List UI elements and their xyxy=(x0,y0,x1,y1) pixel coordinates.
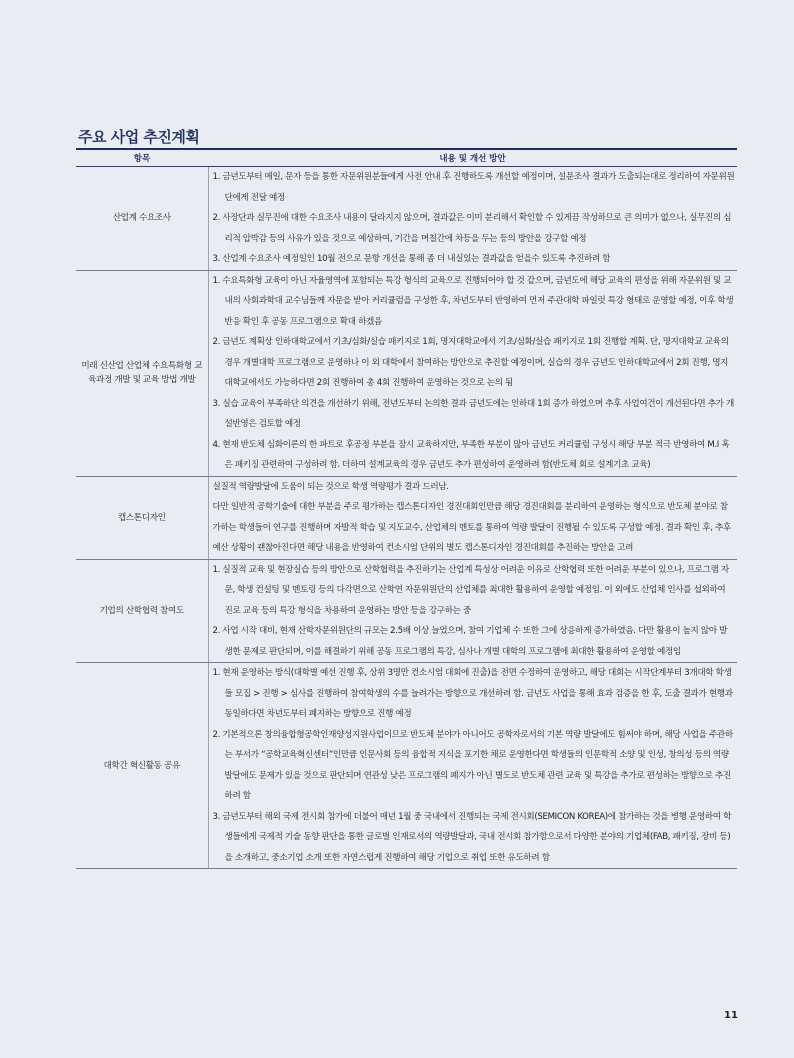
row-content xyxy=(208,167,737,271)
list-item: 2. 금년도 계획상 인하대학교에서 기초/심화/실습 패키지로 1회, 명지대학교에서 기초/심화/실습 패키지로 1회 진행할 계획. 단, 명지대학교 교육의 경우 개별대학 프로그램으로 운영하나 이 외 대학에서 참여하는 방안으로 추진할 예정이며, 실습의 경우 금년도 인하대학교에서 2회 진행, 명지대학교에서도 가능하다면 2회 진행하여 총 4회 진행하여 운영하는 것으로 논의 됨 xyxy=(212,337,729,388)
list-item: 1. 실질적 교육 및 현장실습 등의 방안으로 산학협력을 추진하기는 산업계 특성상 어려운 이유로 산학협력 또한 어려운 부분이 있으나, 프로그램 자문, 학생 컨설팅 및 멘토링 등의 다각면으로 산학연 자문위원단의 산업체를 최대한 활용하여 운영할 예정임. 이 외에도 산업체 인사를 섭외하여 진로 교육 등의 특강 형식을 차용하여 운영하는 방안 등을 강구하는 중 xyxy=(212,564,729,616)
list-item: 4. 현재 반도체 심화이론의 한 파트로 후공정 부분을 잠시 교육하지만, 부족한 부분이 많아 금년도 커리큘럼 구성시 해당 부분 적극 반영하여 M.I 혹은 패키징 관련하여 구성하려 함. 더하여 설계교육의 경우 금년도 추가 편성하여 운영하려 함(반도체 회로 설계기초 교육) xyxy=(212,439,730,470)
list-item: 1. 금년도부터 메일, 문자 등을 통한 자문위원분들에게 사전 안내 후 진행하도록 개선할 예정이며, 설문조사 결과가 도출되는대로 정리하여 자문위원단에게 전달 예정 xyxy=(212,172,735,203)
table-row xyxy=(76,476,737,559)
table-row xyxy=(76,270,737,476)
paragraph: 다만 일반적 공학기술에 대한 부분을 주로 평가하는 캡스톤디자인 경진대회인만큼 해당 경진대회를 분리하여 운영하는 형식으로 반도체 분야로 참가하는 학생들이 연구를 진행하며 자발적 학습 및 지도교수, 산업체의 멘토를 통하여 역량 발달이 진행될 수 있도록 구성할 예정. 결과 확인 후, 추후 예산 상황이 괜찮아진다면 해당 내용을 반영하여 컨소시엄 단위의 별도 캡스톤디자인 경진대회를 추진하는 방안을 고려 xyxy=(212,502,731,553)
list-item: 1. 현재 운영하는 방식(대학별 예선 진행 후, 상위 3명만 컨소시엄 대회에 진출)을 전면 수정하여 운영하고, 해당 대회는 시작단계부터 3개대학 학생들 모집 > 진행 > 심사를 진행하여 참여학생의 수를 늘려가는 방향으로 개선하려 함. 금년도 사업을 통해 효과 검증을 한 후, 도출 결과가 현행과 동일하다면 차년도부터 폐지하는 방향으로 진행 예정 xyxy=(212,668,733,719)
list-item: 3. 실습 교육이 부족하단 의견을 개선하기 위해, 전년도부터 논의한 결과 금년도에는 인하대 1회 증가 하였으며 추후 사업여건이 개선된다면 추가 개설반영은 검토할 예정 xyxy=(212,398,734,429)
section-title: 주요 사업 추진계획 xyxy=(78,128,200,146)
list-item: 2. 사업 시작 대비, 현재 산학자문위원단의 규모는 2.5배 이상 늘었으며, 참여 기업체 수 또한 그에 상응하게 증가하였음. 다만 활용이 높지 않아 발생한 문제로 판단되며, 이를 해결하기 위해 공동 프로그램의 특강, 심사나 개별 대학의 프로그램에 최대한 활용하여 운영할 예정임 xyxy=(212,626,728,657)
row-item-label: 대학간 혁신활동 공유 xyxy=(76,663,208,869)
list-item: 3. 산업계 수요조사 예정일인 10월 전으로 문항 개선을 통해 좀 더 내실있는 결과값을 얻을수 있도록 추진하려 함 xyxy=(212,254,611,264)
row-content xyxy=(208,476,737,559)
page-number: 11 xyxy=(724,1010,738,1021)
row-content xyxy=(208,559,737,663)
list-item: 1. 수요특화형 교육이 아닌 자율영역에 포함되는 특강 형식의 교육으로 진행되어야 할 것 같으며, 금년도에 해당 교육의 편성을 위해 자문위원 및 교내의 사회과학대 교수님들께 자문을 받아 커리큘럼을 구성한 후, 차년도부터 반영하여 먼저 주관대학 파일럿 특강 형태로 운영할 예정, 이후 학생 반응 확인 후 공동 프로그램으로 확대 하겠음 xyxy=(212,275,734,327)
list-item: 2. 기본적으론 창의융합형공학인재양성지원사업이므로 반도체 분야가 아니어도 공학자로서의 기본 역량 발달에도 힘써야 하며, 해당 사업을 주관하는 부서가 “공학교육혁신센터”인만큼 인문사회 등의 융합적 지식을 포기한 채로 운영한다면 학생들의 인문학적 소양 및 인성, 창의성 등의 역량 발달에도 문제가 있을 것으로 판단되며 연관성 낮은 프로그램의 폐지가 아닌 별도로 반도체 관련 교육 및 특강을 추가로 편성하는 방향으로 추진하려 함 xyxy=(212,729,733,801)
list-item: 2. 사장단과 실무진에 대한 수요조사 내용이 달라지지 않으며, 결과값은 이미 분리해서 확인할 수 있게끔 작성하므로 큰 의미가 없으나, 실무진의 심리적 압박감 등의 사유가 있을 것으로 예상하여, 기간을 며칠간에 차등을 두는 등의 방안을 강구할 예정 xyxy=(212,213,732,244)
row-item-label: 미래 신산업 산업체 수요특화형 교육과정 개발 및 교육 방법 개발 xyxy=(76,270,208,476)
plan-table xyxy=(76,150,737,869)
header-content: 내용 및 개선 방안 xyxy=(208,150,737,167)
row-item-label: 산업계 수요조사 xyxy=(76,167,208,271)
list-item: 3. 금년도부터 해외 국제 전시회 참가에 더불어 매년 1월 중 국내에서 진행되는 국제 전시회(SEMICON KOREA)에 참가하는 것을 병행 운영하여 학생들에게 국제적 기술 동향 판단을 통한 글로벌 인재로서의 역량발달과, 국내 전시회 참가함으로서 다양한 분야의 기업체(FAB, 패키징, 장비 등)을 소개하고, 중소기업 소개 또한 자연스럽게 진행하여 해당 기업으로 취업 또한 유도하려 함 xyxy=(212,811,732,863)
table-row xyxy=(76,559,737,663)
table-header-row xyxy=(76,150,737,167)
paragraph: 실질적 역량발달에 도움이 되는 것으로 학생 역량평가 결과 드러남. xyxy=(212,481,449,492)
row-content xyxy=(208,270,737,476)
table-row xyxy=(76,167,737,271)
table-row xyxy=(76,663,737,869)
row-item-label: 캡스톤디자인 xyxy=(76,476,208,559)
row-content xyxy=(208,663,737,869)
row-item-label: 기업의 산학협력 참여도 xyxy=(76,559,208,663)
header-item: 항목 xyxy=(76,150,208,167)
